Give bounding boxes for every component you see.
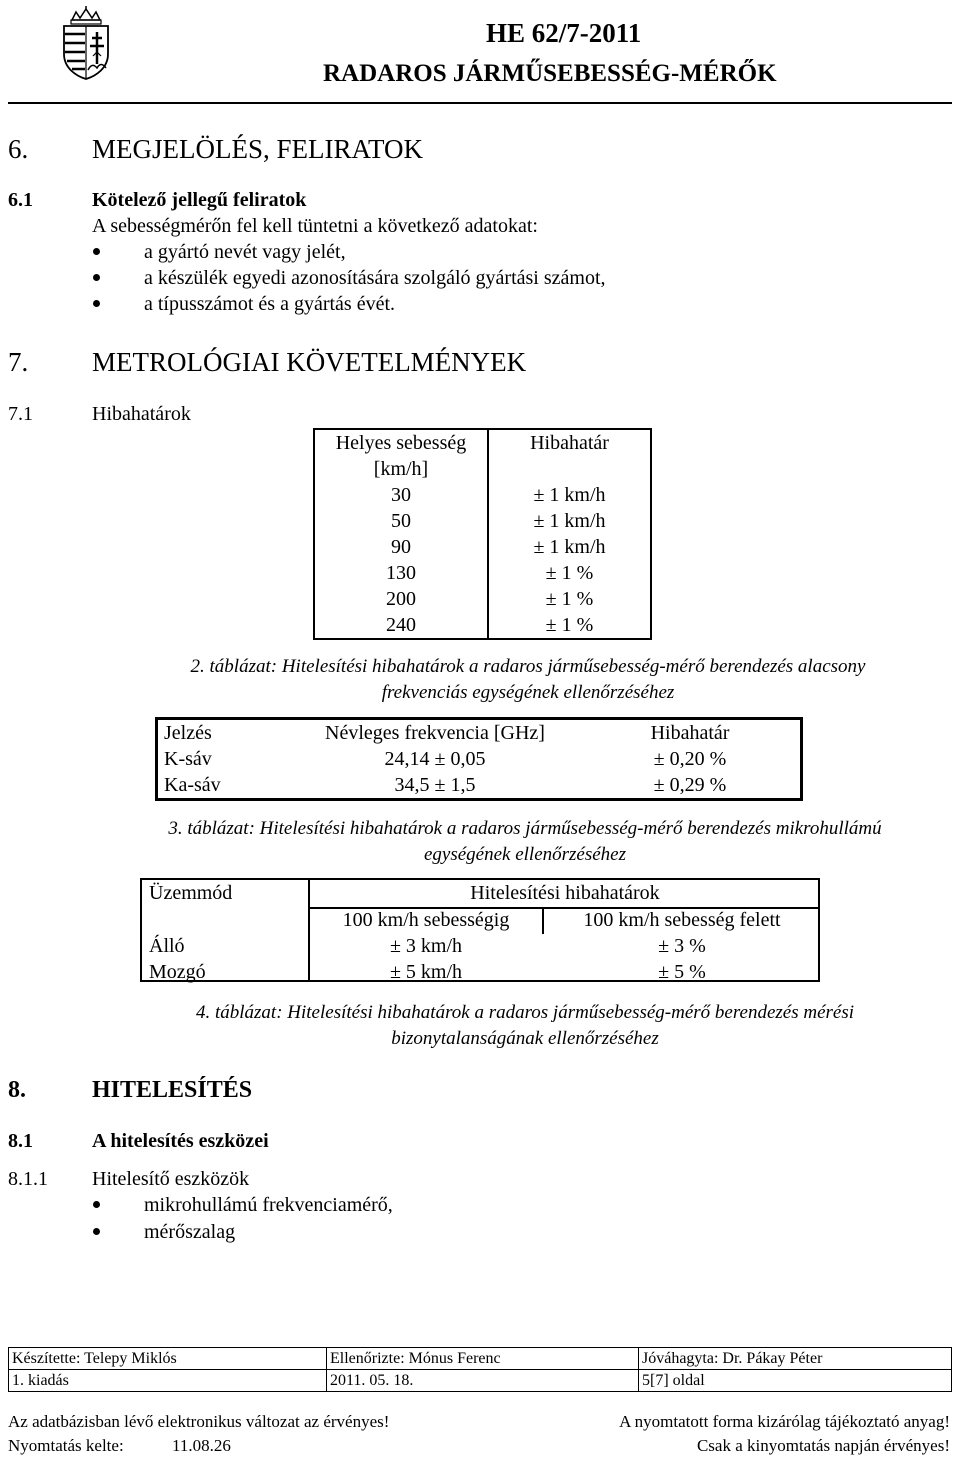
- table-2-caption: 2. táblázat: Hitelesítési hibahatárok a radaros járműsebesség-mérő berendezés alacsony: [190, 656, 866, 677]
- section-6-1-number: 6.1: [8, 189, 33, 211]
- bullet-icon: [93, 300, 100, 307]
- section-6-title: MEGJELÖLÉS, FELIRATOK: [92, 134, 424, 164]
- approved-by-cell: Jóváhagyta: Dr. Pákay Péter: [639, 1348, 952, 1370]
- table-3-microwave-limits: [155, 717, 803, 801]
- table-row: [314, 534, 651, 560]
- hungarian-coat-of-arms-logo: [58, 6, 114, 80]
- table-header-cell: Jelzés: [164, 722, 212, 744]
- section-8-1-title: A hitelesítés eszközei: [92, 1130, 269, 1152]
- footer-note-printed-form: A nyomtatott forma kizárólag tájékoztató anyag!: [619, 1412, 950, 1431]
- table-4-caption: 4. táblázat: Hitelesítési hibahatárok a radaros járműsebesség-mérő berendezés mérési: [195, 1002, 855, 1023]
- table-row: [314, 586, 651, 612]
- print-date-value: 11.08.26: [172, 1436, 231, 1455]
- table-cell: ± 1 km/h: [533, 536, 606, 558]
- section-6-number: 6.: [8, 134, 29, 164]
- table-3-caption-cont: egységének ellenőrzéséhez: [423, 844, 627, 865]
- table-subheader-cell: 100 km/h sebesség felett: [583, 909, 781, 931]
- table-cell: 90: [314, 534, 488, 560]
- footer-row: [9, 1370, 952, 1392]
- table-cell: ± 1 %: [545, 562, 594, 584]
- list-item: a típusszámot és a gyártás évét.: [144, 293, 396, 315]
- bullet-icon: [93, 248, 100, 255]
- checked-by-cell: Ellenőrizte: Mónus Ferenc: [327, 1348, 639, 1370]
- bullet-icon: [93, 274, 100, 281]
- table-header-unit: [km/h]: [314, 456, 488, 482]
- table-cell: ± 1 %: [545, 588, 594, 610]
- table-row: [314, 560, 651, 586]
- table-cell: 130: [314, 560, 488, 586]
- list-item: a készülék egyedi azonosítására szolgáló gyártási számot,: [144, 267, 606, 289]
- table-subheader-cell: 100 km/h sebességig: [342, 909, 510, 931]
- table-row: [157, 772, 802, 800]
- section-8-number: 8.: [8, 1077, 26, 1103]
- section-7-1-title: Hibahatárok: [92, 403, 191, 425]
- table-cell: ± 5 %: [658, 961, 706, 983]
- table-cell: 50: [314, 508, 488, 534]
- bullet-icon: [93, 1228, 100, 1235]
- table-2-caption-cont: frekvenciás egységének ellenőrzéséhez: [381, 682, 675, 703]
- table-cell: 24,14 ± 0,05: [384, 748, 486, 770]
- table-header-cell: Helyes sebesség: [314, 429, 488, 456]
- bullet-icon: [93, 1201, 100, 1208]
- table-cell: ± 1 %: [545, 614, 594, 636]
- table-2-low-frequency-limits: [313, 428, 652, 640]
- header-divider: [8, 102, 952, 104]
- table-cell: ± 1 km/h: [533, 484, 606, 506]
- table-cell: ± 1 km/h: [533, 510, 606, 532]
- table-cell: Ka-sáv: [164, 774, 221, 796]
- section-8-1-1-title: Hitelesítő eszközök: [92, 1168, 250, 1190]
- table-row: [314, 508, 651, 534]
- table-cell: 34,5 ± 1,5: [394, 774, 476, 796]
- edition-cell: 1. kiadás: [9, 1370, 327, 1392]
- table-header-cell: Üzemmód: [149, 882, 233, 904]
- date-cell: 2011. 05. 18.: [327, 1370, 639, 1392]
- section-8-1-1-number: 8.1.1: [8, 1168, 48, 1190]
- table-4-uncertainty-limits: [140, 878, 820, 982]
- table-cell: 240: [314, 612, 488, 639]
- table-cell: Álló: [149, 935, 185, 957]
- table-header-cell: Hibahatár: [530, 432, 609, 454]
- section-7-title: METROLÓGIAI KÖVETELMÉNYEK: [92, 347, 527, 377]
- document-id: HE 62/7-2011: [486, 18, 642, 48]
- table-row: [314, 482, 651, 508]
- section-8-1-number: 8.1: [8, 1130, 33, 1152]
- page-number-cell: 5[7] oldal: [639, 1370, 952, 1392]
- footer-note-print-validity: Csak a kinyomtatás napján érvényes!: [696, 1436, 950, 1455]
- table-header-cell: Hibahatár: [650, 722, 730, 744]
- table-3-caption: 3. táblázat: Hitelesítési hibahatárok a radaros járműsebesség-mérő berendezés mikrohullámú: [168, 818, 882, 839]
- table-cell: ± 3 km/h: [389, 935, 463, 957]
- table-cell: ± 0,20 %: [653, 748, 727, 770]
- table-row: [314, 612, 651, 639]
- section-8-title: HITELESÍTÉS: [92, 1077, 253, 1103]
- table-cell: Mozgó: [149, 961, 206, 983]
- table-header-row: [157, 719, 802, 747]
- section-6-1-title: Kötelező jellegű feliratok: [92, 189, 307, 211]
- footer-note-validity: Az adatbázisban lévő elektronikus változat az érvényes!: [8, 1412, 390, 1431]
- list-item: mérőszalag: [144, 1221, 236, 1243]
- document-title: RADAROS JÁRMŰSEBESSÉG-MÉRŐK: [323, 60, 777, 87]
- section-7-1-number: 7.1: [8, 403, 33, 425]
- table-header-cell: Névleges frekvencia [GHz]: [325, 722, 545, 744]
- table-header-row: [314, 429, 651, 456]
- table-header-cell: Hitelesítési hibahatárok: [470, 882, 660, 904]
- table-cell: 30: [314, 482, 488, 508]
- prepared-by-cell: Készítette: Telepy Miklós: [9, 1348, 327, 1370]
- section-6-1-intro: A sebességmérőn fel kell tüntetni a következő adatokat:: [92, 215, 538, 237]
- table-cell: 200: [314, 586, 488, 612]
- section-7-number: 7.: [8, 347, 29, 377]
- table-cell: ± 0,29 %: [653, 774, 727, 796]
- table-cell: ± 3 %: [658, 935, 706, 957]
- list-item: a gyártó nevét vagy jelét,: [144, 241, 346, 263]
- print-date-label: Nyomtatás kelte:: [8, 1436, 124, 1455]
- approval-footer-table: [8, 1347, 952, 1392]
- table-cell: K-sáv: [164, 748, 212, 770]
- footer-row: [9, 1348, 952, 1370]
- table-header-row: [314, 456, 651, 482]
- table-4-caption-cont: bizonytalanságának ellenőrzéséhez: [391, 1028, 659, 1049]
- table-row: [157, 746, 802, 772]
- list-item: mikrohullámú frekvenciamérő,: [144, 1194, 393, 1216]
- table-cell: ± 5 km/h: [389, 961, 463, 983]
